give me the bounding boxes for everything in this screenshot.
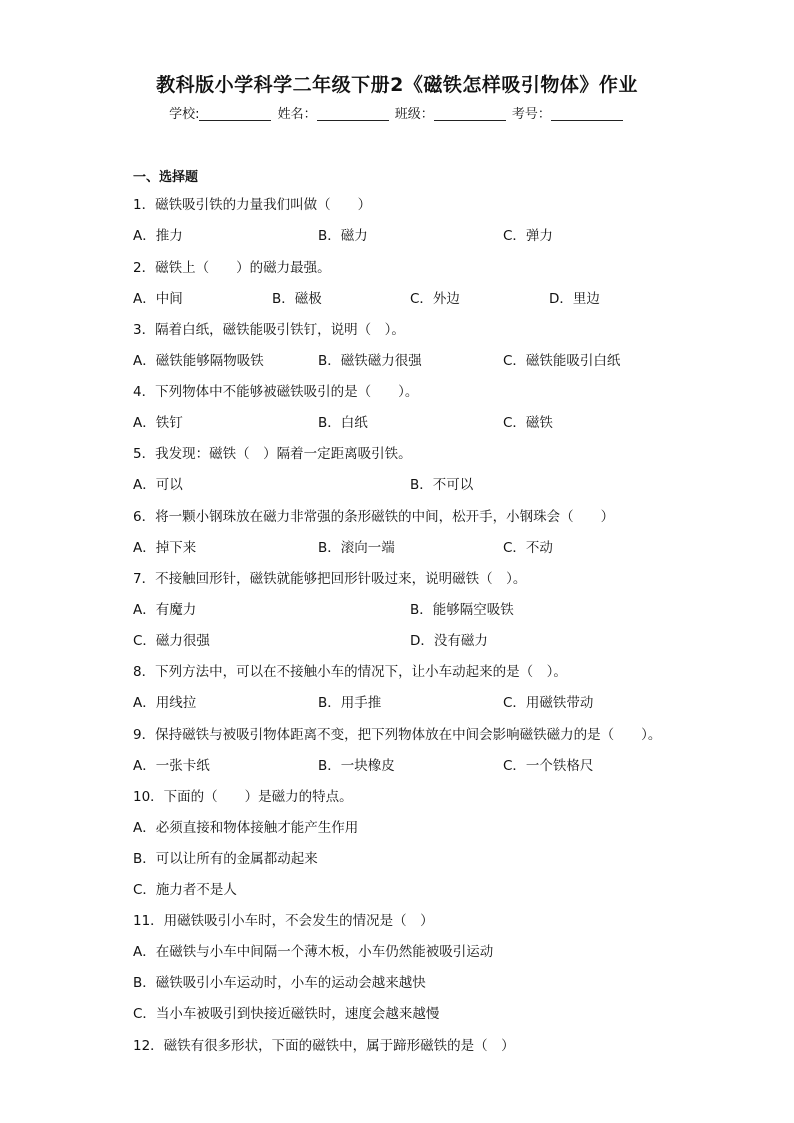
q11-option-b[interactable]: B．磁铁吸引小车运动时，小车的运动会越来越快 [133, 975, 426, 991]
exam-number-label: 考号： [511, 107, 551, 122]
q7-option-a[interactable]: A．有魔力 [133, 602, 197, 618]
q8-option-a[interactable]: A．用线拉 [133, 695, 197, 711]
q4-option-b[interactable]: B．白纸 [318, 415, 368, 431]
question-10-stem: 10．下面的（ ）是磁力的特点。 [133, 789, 353, 805]
question-9-stem: 9．保持磁铁与被吸引物体距离不变，把下列物体放在中间会影响磁铁磁力的是（ ）。 [133, 727, 662, 743]
q9-option-a[interactable]: A．一张卡纸 [133, 758, 210, 774]
q5-option-b[interactable]: B．不可以 [410, 477, 474, 493]
q5-option-a[interactable]: A．可以 [133, 477, 183, 493]
exam-number-blank[interactable] [551, 106, 623, 121]
q9-option-c[interactable]: C．一个铁格尺 [503, 758, 594, 774]
school-blank[interactable] [199, 106, 271, 121]
q3-option-b[interactable]: B．磁铁磁力很强 [318, 353, 422, 369]
school-label: 学校: [169, 107, 200, 122]
q11-option-c[interactable]: C．当小车被吸引到快接近磁铁时，速度会越来越慢 [133, 1006, 440, 1022]
question-4-stem: 4．下列物体中不能够被磁铁吸引的是（ ）。 [133, 384, 419, 400]
q6-option-c[interactable]: C．不动 [503, 540, 553, 556]
section-heading: 一、选择题 [133, 170, 199, 185]
question-12-stem: 12．磁铁有很多形状，下面的磁铁中，属于蹄形磁铁的是（ ） [133, 1038, 515, 1054]
q7-option-d[interactable]: D．没有磁力 [410, 633, 488, 649]
question-7-stem: 7．不接触回形针，磁铁就能够把回形针吸过来，说明磁铁（ ）。 [133, 571, 527, 587]
q2-option-b[interactable]: B．磁极 [272, 291, 322, 307]
document-title: 教科版小学科学二年级下册2《磁铁怎样吸引物体》作业 [156, 74, 638, 96]
q1-option-b[interactable]: B．磁力 [318, 228, 368, 244]
q3-option-a[interactable]: A．磁铁能够隔物吸铁 [133, 353, 264, 369]
question-2-stem: 2．磁铁上（ ）的磁力最强。 [133, 260, 331, 276]
question-11-stem: 11．用磁铁吸引小车时，不会发生的情况是（ ） [133, 913, 434, 929]
q6-option-b[interactable]: B．滚向一端 [318, 540, 395, 556]
question-3-stem: 3．隔着白纸，磁铁能吸引铁钉，说明（ ）。 [133, 322, 405, 338]
q9-option-b[interactable]: B．一块橡皮 [318, 758, 395, 774]
q7-option-c[interactable]: C．磁力很强 [133, 633, 210, 649]
q2-option-d[interactable]: D．里边 [549, 291, 600, 307]
name-label: 姓名： [277, 107, 317, 122]
q10-option-a[interactable]: A．必须直接和物体接触才能产生作用 [133, 820, 359, 836]
q2-option-a[interactable]: A．中间 [133, 291, 183, 307]
q3-option-c[interactable]: C．磁铁能吸引白纸 [503, 353, 621, 369]
question-1-stem: 1．磁铁吸引铁的力量我们叫做（ ） [133, 197, 372, 213]
q7-option-b[interactable]: B．能够隔空吸铁 [410, 602, 514, 618]
q8-option-c[interactable]: C．用磁铁带动 [503, 695, 594, 711]
student-info-line [0, 103, 794, 122]
question-8-stem: 8．下列方法中，可以在不接触小车的情况下，让小车动起来的是（ ）。 [133, 664, 567, 680]
q1-option-c[interactable]: C．弹力 [503, 228, 553, 244]
q10-option-c[interactable]: C．施力者不是人 [133, 882, 237, 898]
q6-option-a[interactable]: A．掉下来 [133, 540, 197, 556]
q10-option-b[interactable]: B．可以让所有的金属都动起来 [133, 851, 318, 867]
q4-option-c[interactable]: C．磁铁 [503, 415, 553, 431]
q11-option-a[interactable]: A．在磁铁与小车中间隔一个薄木板，小车仍然能被吸引运动 [133, 944, 494, 960]
class-blank[interactable] [434, 106, 506, 121]
q2-option-c[interactable]: C．外边 [410, 291, 460, 307]
q8-option-b[interactable]: B．用手推 [318, 695, 382, 711]
class-label: 班级： [394, 107, 434, 122]
q4-option-a[interactable]: A．铁钉 [133, 415, 183, 431]
question-6-stem: 6．将一颗小钢珠放在磁力非常强的条形磁铁的中间，松开手，小钢珠会（ ） [133, 509, 615, 525]
name-blank[interactable] [317, 106, 389, 121]
question-5-stem: 5．我发现：磁铁（ ）隔着一定距离吸引铁。 [133, 446, 412, 462]
q1-option-a[interactable]: A．推力 [133, 228, 183, 244]
